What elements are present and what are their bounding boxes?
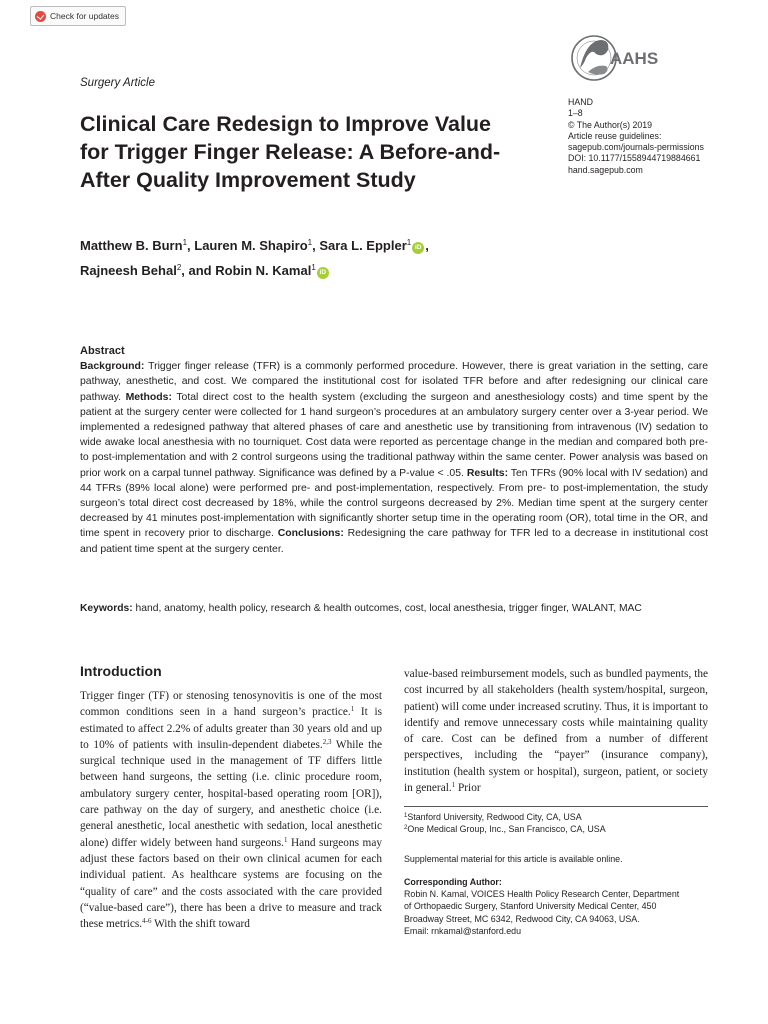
author-affiliation: 1 bbox=[406, 238, 412, 247]
abstract bbox=[80, 344, 708, 557]
abstract-conclusions: Redesigning the care pathway for TFR led to a decrease in institutional cost and patient time spent at the surgery center. bbox=[80, 528, 708, 555]
corresponding-line: of Orthopaedic Surgery, Stanford University Medical Center, 450 bbox=[404, 901, 657, 912]
author-name[interactable]: Lauren M. Shapiro bbox=[194, 238, 308, 253]
corresponding-email[interactable]: Email: rnkamal@stanford.edu bbox=[404, 926, 522, 937]
abstract-background-label: Background: bbox=[80, 361, 145, 373]
affiliation-text: One Medical Group, Inc., San Francisco, CA, USA bbox=[407, 824, 606, 835]
paragraph-text: It is estimated to affect 2.2% of adults greater than 30 years old and up to 10% of patients with insulin-dependent diabetes. bbox=[80, 706, 382, 751]
corresponding-line: Robin N. Kamal, VOICES Health Policy Research Center, Department bbox=[404, 889, 680, 899]
affiliations bbox=[404, 811, 708, 836]
affiliation-item bbox=[404, 811, 708, 823]
aahs-logo bbox=[566, 28, 670, 94]
journal-info bbox=[568, 97, 704, 176]
author-affiliation: 1 bbox=[182, 238, 188, 247]
orcid-icon[interactable]: iD bbox=[412, 242, 424, 254]
author-affiliation: 1 bbox=[307, 238, 313, 247]
affiliation-text: Stanford University, Redwood City, CA, USA bbox=[407, 812, 582, 822]
journal-reuse-label: Article reuse guidelines: bbox=[568, 130, 662, 141]
abstract-conclusions-label: Conclusions: bbox=[277, 528, 344, 540]
author-list: Matthew B. Burn$^1$, Lauren M. Shapiro$^1$, Sara L. Eppler$^1$iD , Rajneesh Behal$^2$, and Robin N. Kamal$^1$iD bbox=[80, 238, 429, 278]
citation-reference[interactable]: 4-6 bbox=[142, 917, 152, 926]
paragraph-text: Prior bbox=[455, 782, 481, 795]
abstract-heading: Abstract bbox=[80, 345, 125, 357]
journal-site[interactable]: hand.sagepub.com bbox=[568, 164, 643, 175]
introduction-column-2 bbox=[404, 666, 708, 796]
affiliation-number: 2 bbox=[404, 825, 408, 832]
author-affiliation: 1 bbox=[311, 263, 316, 272]
keywords bbox=[80, 602, 708, 616]
author-name[interactable]: Matthew B. Burn bbox=[80, 238, 183, 253]
citation-reference[interactable]: 1 bbox=[283, 835, 288, 844]
check-updates-label: Check for updates bbox=[50, 11, 119, 21]
abstract-background: Trigger finger release (TFR) is a commonly performed procedure. However, there is great variation in the setting, care pathway, anesthetic, and cost. We compared the institutional cost for isolated TFR before and after redesigning our clinical care pathway. bbox=[80, 361, 708, 403]
author-name[interactable]: Sara L. Eppler bbox=[319, 238, 407, 253]
citation-reference[interactable]: 1 bbox=[350, 705, 355, 714]
check-updates-icon bbox=[35, 11, 46, 22]
paragraph-text: With the shift toward bbox=[151, 918, 250, 931]
author-name[interactable]: Rajneesh Behal bbox=[80, 263, 177, 278]
journal-pages: 1–8 bbox=[568, 108, 583, 119]
citation-reference[interactable]: 2,3 bbox=[322, 737, 332, 746]
author-name[interactable]: Robin N. Kamal bbox=[215, 263, 312, 278]
keywords-label: Keywords: bbox=[80, 603, 133, 614]
journal-name: HAND bbox=[568, 97, 593, 107]
supplemental-note: Supplemental material for this article is available online. bbox=[404, 854, 623, 864]
introduction-heading: Introduction bbox=[80, 663, 162, 679]
corresponding-author-details bbox=[404, 888, 708, 938]
introduction-column-1 bbox=[80, 688, 382, 932]
abstract-methods-label: Methods: bbox=[125, 391, 172, 403]
keywords-text: hand, anatomy, health policy, research & health outcomes, cost, local anesthesia, trigger finger, WALANT, MAC bbox=[135, 603, 642, 614]
logo-text: AAHS bbox=[610, 49, 659, 68]
journal-copyright: © The Author(s) 2019 bbox=[568, 119, 653, 130]
author-affiliation: 2 bbox=[176, 263, 182, 272]
footnote-divider bbox=[404, 806, 708, 807]
corresponding-line: Broadway Street, MC 6342, Redwood City, CA 94063, USA. bbox=[404, 913, 640, 924]
abstract-results-label: Results: bbox=[466, 467, 509, 479]
affiliation-item bbox=[404, 823, 708, 835]
article-type: Surgery Article bbox=[80, 77, 155, 89]
corresponding-author-label: Corresponding Author: bbox=[404, 877, 502, 887]
journal-doi[interactable]: DOI: 10.1177/1558944719884661 bbox=[568, 153, 701, 164]
paragraph-text: While the surgical technique used in the management of TF differs little between hand surgeons, the setting (i.e. clinic procedure room, ambulatory surgery center, hospital-based operating room [OR]), care pathway on the day of surgery, and anesthetic choice (i.e. general anesthetic, local anesthetic with sedation, local anesthetic alone) differ widely between hand surgeons. bbox=[80, 738, 382, 849]
orcid-icon[interactable]: iD bbox=[317, 267, 329, 279]
affiliation-number: 1 bbox=[404, 813, 408, 819]
abstract-methods: Total direct cost to the health system (excluding the surgeon and anesthesiology costs) and time spent by the patient at the surgery center were collected for 1 hand surgeon’s procedures at an ambulatory surgery center over a 3-year period. We implemented a redesigned pathway that altered phases of care and anesthetic use by transitioning from intravenous (IV) sedation to wide awake local anesthesia with no tourniquet. Cost data were reported as percentage change in the median and compared both pre- to post-implementation and with 2 control surgeons using the traditional pathway within the same center. Power analysis was based on prior work on a carpal tunnel pathway. Significance was defined by a P-value < .05. bbox=[80, 391, 709, 479]
article-title: Clinical Care Redesign to Improve Value for Trigger Finger Release: A Before-and-After Quality Improvement Study bbox=[80, 112, 501, 192]
abstract-results: Ten TFRs (90% local with IV sedation) and 44 TFRs (89% local alone) were performed pre- and post-implementation, respectively. From pre- to post-implementation, the study surgeon’s total direct cost decreased by 18%, while the control surgeons decreased by 2%. Median time spent at the surgery center decreased by 41 minutes post-implementation with significantly shorter setup time in the operating room (OR), total time in the OR, and time spent in recovery prior to discharge. bbox=[80, 467, 708, 540]
paragraph-text: Hand surgeons may adjust these factors based on their own clinical acumen for each individual patient. As healthcare systems are focusing on the “quality of care” and the costs associated with the care provided (“value-based care”), there has been a drive to measure and track these metrics. bbox=[80, 836, 382, 931]
check-for-updates-button[interactable] bbox=[30, 6, 126, 26]
journal-reuse-link[interactable]: sagepub.com/journals-permissions bbox=[568, 142, 704, 153]
citation-reference[interactable]: 1 bbox=[451, 781, 456, 790]
paragraph-text: Trigger finger (TF) or stenosing tenosynovitis is one of the most common conditions seen in a hand surgeon’s practice. bbox=[80, 690, 382, 719]
paragraph-text: value-based reimbursement models, such as bundled payments, the cost incurred by all stakeholders (health system/hospital, surgeon, patient) will come under increased scrutiny. Thus, it is important to identify and remove unnecessary costs while maintaining quality of care. Cost can be defined from a number of different perspectives, including the “payer” (insurance company), institution (health system or hospital), surgeon, patient, or society in general. bbox=[404, 668, 708, 795]
